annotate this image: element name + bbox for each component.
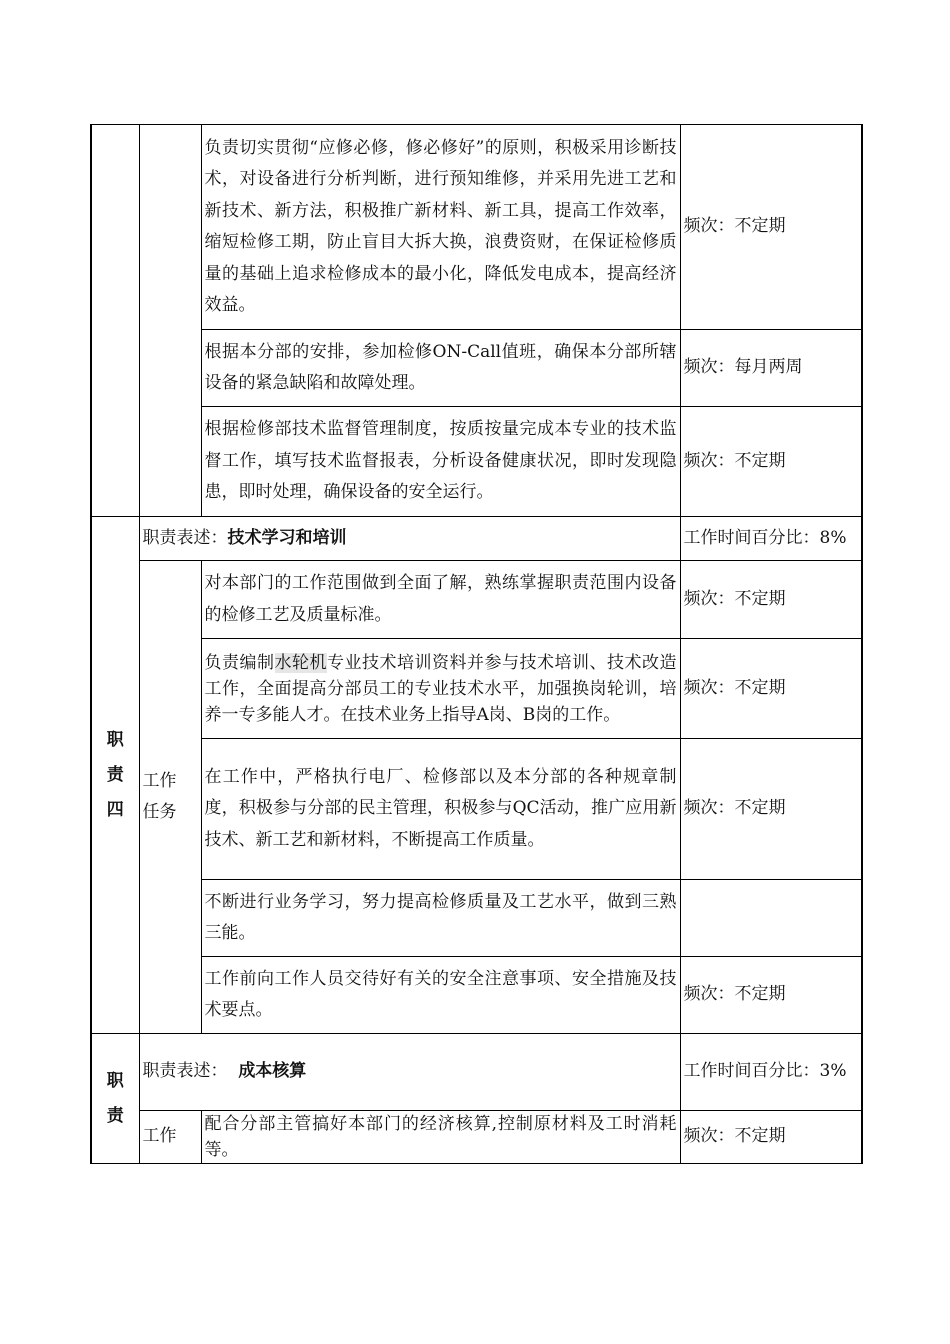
duty-label-vertical: 职 责: [106, 1070, 124, 1126]
time-percentage: 工作时间百分比：8%: [680, 517, 862, 561]
task-text: 工作前向工作人员交待好有关的安全注意事项、安全措施及技术要点。: [201, 957, 680, 1034]
task-frequency: 频次：不定期: [680, 125, 862, 330]
time-percentage: 工作时间百分比：3%: [680, 1034, 862, 1111]
table-row: [91, 330, 862, 407]
task-text: 在工作中，严格执行电厂、检修部以及本分部的各种规章制度，积极参与分部的民主管理，积极参与QC活动，推广应用新技术、新工艺和新材料，不断提高工作质量。: [201, 739, 680, 880]
duty-description-label: 职责表述：: [142, 1061, 228, 1082]
task-frequency: 频次：每月两周: [680, 330, 862, 407]
task-text: 负责切实贯彻“应修必修，修必修好”的原则，积极采用诊断技术，对设备进行分析判断，进行预知维修，并采用先进工艺和新技术、新方法，积极推广新材料、新工具，提高工作效率，缩短检修工期，防止盲目大拆大换，浪费资财，在保证检修质量的基础上追求检修成本的最小化，降低发电成本，提高经济效益。: [201, 125, 680, 330]
table-row: [91, 517, 862, 561]
task-label-cell: [139, 561, 201, 1034]
task-text: 根据本分部的安排，参加检修ON-Call值班，确保本分部所辖设备的紧急缺陷和故障处理。: [201, 330, 680, 407]
table-row: [91, 1111, 862, 1164]
duty-description: [139, 517, 680, 561]
task-text: 对本部门的工作范围做到全面了解，熟练掌握职责范围内设备的检修工艺及质量标准。: [201, 561, 680, 639]
task-frequency: 频次：不定期: [680, 639, 862, 739]
task-text: 负责编制水轮机专业技术培训资料并参与技术培训、技术改造工作，全面提高分部员工的专业技术水平，加强换岗轮训，培养一专多能人才。在技术业务上指导A岗、B岗的工作。: [201, 639, 680, 739]
task-label: 工作 任务: [142, 770, 177, 822]
duty-label-cell: [91, 1034, 139, 1164]
task-frequency: [680, 880, 862, 957]
table-row: [91, 561, 862, 639]
task-frequency: 频次：不定期: [680, 1111, 862, 1164]
task-text: 配合分部主管搞好本部门的经济核算,控制原材料及工时消耗等。: [201, 1111, 680, 1164]
table-row: [91, 957, 862, 1034]
duty-label-cell: [91, 125, 139, 517]
duty-description: [139, 1034, 680, 1111]
task-label-cell: [139, 125, 201, 517]
duty-label-vertical: 职 责 四: [106, 729, 124, 820]
table-row: [91, 1034, 862, 1111]
duty-label-cell: [91, 517, 139, 1034]
duty-description-value: 技术学习和培训: [227, 527, 347, 548]
task-frequency: 频次：不定期: [680, 561, 862, 639]
table-row: [91, 739, 862, 880]
duty-description-label: 职责表述：: [142, 527, 228, 548]
duty-description-value: 成本核算: [238, 1061, 307, 1082]
task-text: 不断进行业务学习，努力提高检修质量及工艺水平，做到三熟三能。: [201, 880, 680, 957]
task-label-cell: [139, 1111, 201, 1164]
table-row: [91, 125, 862, 330]
task-text: 根据检修部技术监督管理制度，按质按量完成本专业的技术监督工作，填写技术监督报表，分析设备健康状况，即时发现隐患，即时处理，确保设备的安全运行。: [201, 407, 680, 517]
table-row: [91, 407, 862, 517]
task-frequency: 频次：不定期: [680, 957, 862, 1034]
duty-table: [90, 124, 863, 1164]
highlighted-term: 水轮机: [274, 652, 327, 673]
task-frequency: 频次：不定期: [680, 739, 862, 880]
task-frequency: 频次：不定期: [680, 407, 862, 517]
table-row: [91, 639, 862, 739]
table-row: [91, 880, 862, 957]
task-label: 工作: [142, 1126, 177, 1147]
